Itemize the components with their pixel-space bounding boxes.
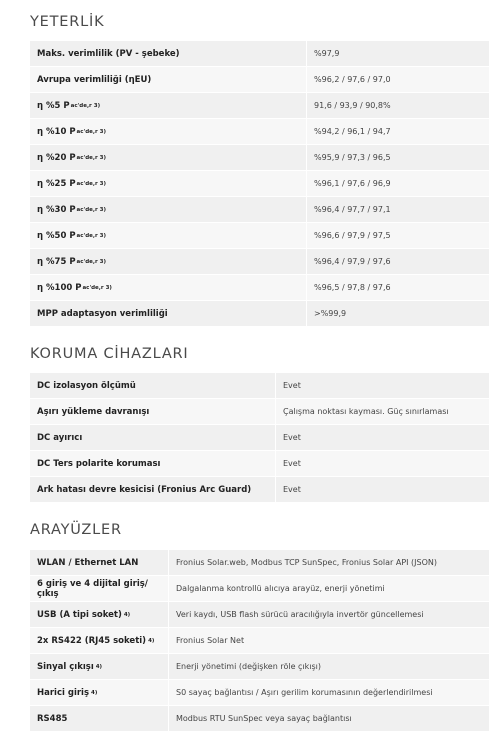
row-label: Aşırı yükleme davranışı bbox=[30, 399, 276, 424]
section-protection-title: KORUMA CİHAZLARI bbox=[30, 346, 189, 362]
table-row bbox=[30, 171, 489, 197]
label-subscript: ac'de,r bbox=[82, 284, 104, 291]
row-label: Avrupa verimliliği (ηEU) bbox=[30, 67, 307, 92]
row-label: Sinyal çıkışı 4) bbox=[30, 654, 169, 679]
row-label: η %30 P ac'de,r 3) bbox=[30, 197, 307, 222]
row-value: %96,4 / 97,7 / 97,1 bbox=[314, 205, 391, 214]
table-row bbox=[30, 576, 489, 602]
row-label: Ark hatası devre kesicisi (Fronius Arc Guard) bbox=[30, 477, 276, 502]
row-value: Enerji yönetimi (değişken röle çıkışı) bbox=[176, 662, 322, 671]
table-row bbox=[30, 451, 489, 477]
table-row bbox=[30, 706, 489, 732]
footnote-marker: 4) bbox=[95, 663, 103, 670]
label-subscript: ac'de,r bbox=[76, 180, 98, 187]
row-value: Dalgalanma kontrollü alıcıya arayüz, enerji yönetimi bbox=[176, 584, 385, 593]
row-value: %94,2 / 96,1 / 94,7 bbox=[314, 127, 391, 136]
row-label: η %50 P ac'de,r 3) bbox=[30, 223, 307, 248]
row-value: S0 sayaç bağlantısı / Aşırı gerilim korumasının değerlendirilmesi bbox=[176, 688, 433, 697]
row-label: Maks. verimlilik (PV - şebeke) bbox=[30, 41, 307, 66]
table-row bbox=[30, 680, 489, 706]
footnote-marker: 3) bbox=[99, 232, 107, 239]
table-row bbox=[30, 628, 489, 654]
row-label: 6 giriş ve 4 dijital giriş/çıkış bbox=[30, 576, 169, 601]
row-label: WLAN / Ethernet LAN bbox=[30, 550, 169, 575]
footnote-marker: 3) bbox=[99, 206, 107, 213]
row-value: Evet bbox=[283, 459, 301, 468]
row-value: Evet bbox=[283, 485, 301, 494]
row-label: DC izolasyon ölçümü bbox=[30, 373, 276, 398]
row-label: RS485 bbox=[30, 706, 169, 731]
table-row bbox=[30, 550, 489, 576]
table-row bbox=[30, 602, 489, 628]
table-row bbox=[30, 223, 489, 249]
footnote-marker: 3) bbox=[99, 180, 107, 187]
table-row bbox=[30, 301, 489, 327]
label-subscript: ac'de,r bbox=[70, 102, 92, 109]
footnote-marker: 3) bbox=[99, 258, 107, 265]
row-value: Fronius Solar Net bbox=[176, 636, 245, 645]
section-efficiency-title: YETERLİK bbox=[30, 14, 105, 30]
table-row bbox=[30, 275, 489, 301]
table-row bbox=[30, 425, 489, 451]
row-label: η %100 P ac'de,r 3) bbox=[30, 275, 307, 300]
row-label: η %20 P ac'de,r 3) bbox=[30, 145, 307, 170]
label-subscript: ac'de,r bbox=[76, 206, 98, 213]
row-label: 2x RS422 (RJ45 soketi) 4) bbox=[30, 628, 169, 653]
row-value: 91,6 / 93,9 / 90,8% bbox=[314, 101, 391, 110]
row-label: MPP adaptasyon verimliliği bbox=[30, 301, 307, 326]
row-value: Evet bbox=[283, 381, 301, 390]
row-value: %96,4 / 97,9 / 97,6 bbox=[314, 257, 391, 266]
row-value: Fronius Solar.web, Modbus TCP SunSpec, Fronius Solar API (JSON) bbox=[176, 558, 438, 567]
footnote-marker: 3) bbox=[93, 102, 101, 109]
interfaces-table bbox=[30, 549, 489, 732]
table-row bbox=[30, 654, 489, 680]
row-value: %95,9 / 97,3 / 96,5 bbox=[314, 153, 391, 162]
table-row bbox=[30, 145, 489, 171]
label-subscript: ac'de,r bbox=[76, 258, 98, 265]
protection-table bbox=[30, 372, 489, 503]
row-label: DC Ters polarite koruması bbox=[30, 451, 276, 476]
table-row bbox=[30, 477, 489, 503]
row-value: %96,6 / 97,9 / 97,5 bbox=[314, 231, 391, 240]
efficiency-table bbox=[30, 40, 489, 327]
footnote-marker: 4) bbox=[123, 611, 131, 618]
row-label: USB (A tipi soket) 4) bbox=[30, 602, 169, 627]
row-label: DC ayırıcı bbox=[30, 425, 276, 450]
row-value: Veri kaydı, USB flash sürücü aracılığıyla invertör güncellemesi bbox=[176, 610, 424, 619]
label-subscript: ac'de,r bbox=[76, 154, 98, 161]
footnote-marker: 3) bbox=[99, 154, 107, 161]
table-row bbox=[30, 41, 489, 67]
table-row bbox=[30, 67, 489, 93]
footnote-marker: 3) bbox=[99, 128, 107, 135]
row-label: Harici giriş 4) bbox=[30, 680, 169, 705]
footnote-marker: 4) bbox=[91, 689, 98, 696]
footnote-marker: 4) bbox=[148, 637, 155, 644]
row-value: Modbus RTU SunSpec veya sayaç bağlantısı bbox=[176, 714, 352, 723]
table-row bbox=[30, 373, 489, 399]
label-subscript: ac'de,r bbox=[76, 232, 98, 239]
row-label: η %75 P ac'de,r 3) bbox=[30, 249, 307, 274]
row-value: Çalışma noktası kayması. Güç sınırlaması bbox=[283, 407, 449, 416]
table-row bbox=[30, 119, 489, 145]
row-value: %96,1 / 97,6 / 96,9 bbox=[314, 179, 391, 188]
row-value: >%99,9 bbox=[314, 309, 347, 318]
table-row bbox=[30, 93, 489, 119]
row-value: %96,5 / 97,8 / 97,6 bbox=[314, 283, 391, 292]
row-label: η %10 P ac'de,r 3) bbox=[30, 119, 307, 144]
label-subscript: ac'de,r bbox=[76, 128, 98, 135]
table-row bbox=[30, 399, 489, 425]
table-row bbox=[30, 197, 489, 223]
row-label: η %5 P ac'de,r 3) bbox=[30, 93, 307, 118]
row-value: %97,9 bbox=[314, 49, 340, 58]
row-value: Evet bbox=[283, 433, 301, 442]
footnote-marker: 3) bbox=[105, 284, 112, 291]
section-interfaces-title: ARAYÜZLER bbox=[30, 522, 122, 538]
row-label: η %25 P ac'de,r 3) bbox=[30, 171, 307, 196]
row-value: %96,2 / 97,6 / 97,0 bbox=[314, 75, 391, 84]
table-row bbox=[30, 249, 489, 275]
